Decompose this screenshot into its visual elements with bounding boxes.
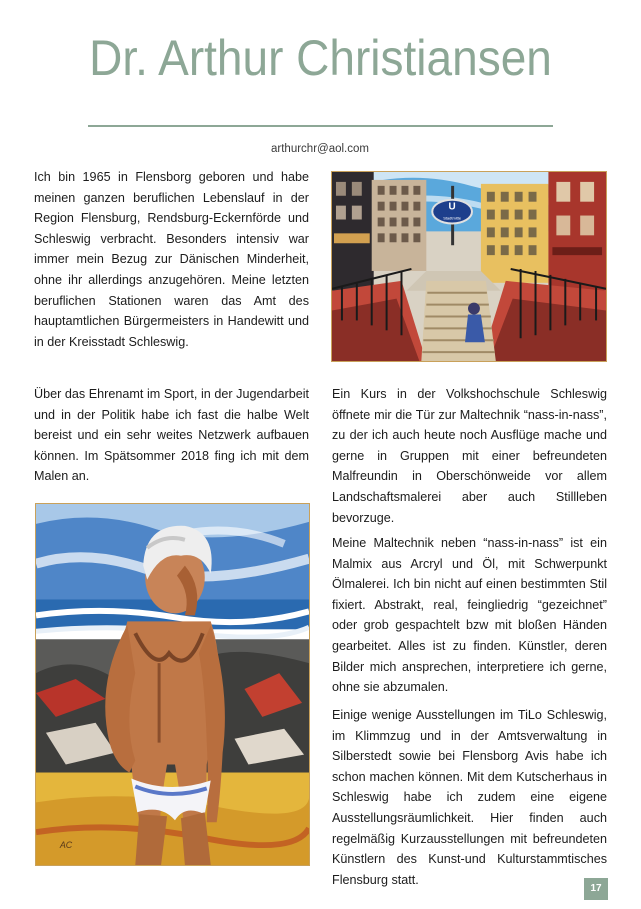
subway-painting-svg	[332, 172, 606, 361]
u-bahn-sign-letter: U	[448, 201, 456, 213]
painting-subway-entrance	[331, 171, 607, 362]
page-number-badge: 17	[584, 878, 608, 900]
painting-boy-on-beach	[35, 503, 310, 866]
paragraph-biography: Ich bin 1965 in Flensborg geboren und habe meinen ganzen beruflichen Lebenslauf in der Region Flensburg, Rendsburg-Eckernförde und Schleswig verbracht. Besonders intensiv war immer mein Bezug zur Dänischen Minderheit, ohne ihr allerdings anzugehören. Meine letzten beruflichen Stationen waren das Amt des hauptamtlichen Bürgermeisters in Handewitt und in der Kreisstadt Schleswig.	[34, 170, 309, 349]
paragraph-course: Ein Kurs in der Volkshochschule Schleswig öffnete mir die Tür zur Maltechnik “nass-in-nass”, zu der ich auch heute noch Ausflüge mache und gerne in Gruppen mit einer befreundeten Malfreundin in Oberschönweide vor allem Landschaftsmalerei aber auch Stillleben bevorzuge.	[332, 387, 607, 525]
painting-signature: AC	[59, 840, 73, 851]
title-rule	[88, 125, 553, 127]
u-bahn-sign-station: Stadtmitte	[443, 215, 462, 221]
paragraph-exhibitions: Einige wenige Ausstellungen im TiLo Schleswig, im Klimmzug und in der Amtsverwaltung in Silberstedt sowie bei Flensborg Avis habe ich schon machen können. Mit dem Kutscherhaus in Schleswig habe ich zudem eine eigene Ausstellungsräumlichkeit. Hier finden auch regelmäßig Kurzausstellungen mit befreundeten Künstlern des Kunst-und Kulturstammtisches Flensburg statt.	[332, 708, 607, 887]
page-title: Dr. Arthur Christiansen	[89, 30, 552, 86]
beach-painting-svg	[36, 504, 309, 865]
paragraph-volunteer: Über das Ehrenamt im Sport, in der Jugendarbeit und in der Politik habe ich fast die halbe Welt bereist und ein sehr weites Netzwerk aufbauen können. Im Spätsommer 2018 fing ich mit dem Malen an.	[34, 387, 309, 484]
email-address[interactable]: arthurchr@aol.com	[271, 143, 369, 155]
paragraph-technique: Meine Maltechnik neben “nass-in-nass” ist ein Malmix aus Arcryl und Öl, mit Schwerpunkt Ölmalerei. Ich bin nicht auf einen bestimmten Stil fixiert. Abstrakt, real, feingliedrig “gezeichnet” oder grob gespachtelt bzw mit bloßen Händen gearbeitet. Alles ist zu finden. Künstler, deren Bilder mich ansprechen, interpretiere ich gerne, ohne sie abzumalen.	[332, 536, 607, 695]
